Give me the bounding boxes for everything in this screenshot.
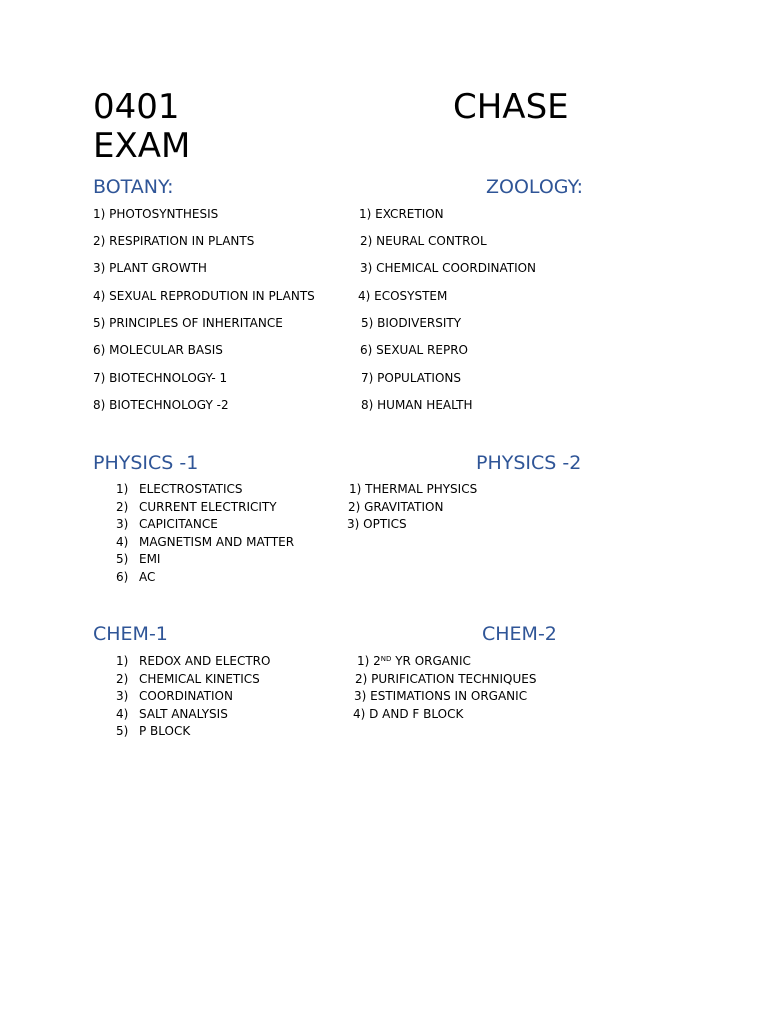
- chem1-item: CHEMICAL KINETICS: [139, 672, 260, 686]
- physics1-item-number: 3): [116, 517, 129, 531]
- chem1-item-number: 2): [116, 672, 129, 686]
- title-code: 0401: [93, 87, 180, 127]
- physics2-heading: PHYSICS -2: [476, 452, 582, 474]
- physics1-heading: PHYSICS -1: [93, 452, 199, 474]
- chem1-item: COORDINATION: [139, 689, 233, 703]
- chem2-item: 3) ESTIMATIONS IN ORGANIC: [354, 689, 528, 703]
- physics2-item: 3) OPTICS: [347, 517, 407, 531]
- botany-item: 6) MOLECULAR BASIS: [93, 343, 223, 357]
- zoology-item: 7) POPULATIONS: [361, 371, 461, 385]
- chem2-item: [357, 654, 471, 669]
- chem1-heading: CHEM-1: [93, 623, 168, 645]
- chem2-item-superscript: ND: [380, 655, 392, 663]
- botany-item: 4) SEXUAL REPRODUTION IN PLANTS: [93, 289, 315, 303]
- title-exam: EXAM: [93, 126, 191, 166]
- botany-item: 1) PHOTOSYNTHESIS: [93, 207, 219, 221]
- botany-item: 8) BIOTECHNOLOGY -2: [93, 398, 229, 412]
- chem1-item: P BLOCK: [139, 724, 191, 738]
- chem2-item-suffix: YR ORGANIC: [391, 654, 471, 668]
- zoology-item: 6) SEXUAL REPRO: [360, 343, 468, 357]
- botany-item: 2) RESPIRATION IN PLANTS: [93, 234, 255, 248]
- zoology-item: 5) BIODIVERSITY: [361, 316, 462, 330]
- physics1-item-number: 6): [116, 570, 129, 584]
- zoology-item: 3) CHEMICAL COORDINATION: [360, 261, 537, 275]
- title-chase: CHASE: [453, 87, 569, 127]
- zoology-item: 1) EXCRETION: [359, 207, 444, 221]
- botany-heading: BOTANY:: [93, 176, 174, 198]
- botany-item: 5) PRINCIPLES OF INHERITANCE: [93, 316, 283, 330]
- physics2-item: 1) THERMAL PHYSICS: [349, 482, 478, 496]
- physics1-item: ELECTROSTATICS: [139, 482, 243, 496]
- chem1-item-number: 1): [116, 654, 129, 668]
- botany-item: 3) PLANT GROWTH: [93, 261, 207, 275]
- zoology-heading: ZOOLOGY:: [486, 176, 584, 198]
- chem1-item-number: 4): [116, 707, 129, 721]
- physics2-item: 2) GRAVITATION: [348, 500, 444, 514]
- zoology-item: 4) ECOSYSTEM: [358, 289, 448, 303]
- physics1-item: EMI: [139, 552, 161, 566]
- physics1-item: AC: [139, 570, 156, 584]
- chem1-item: SALT ANALYSIS: [139, 707, 228, 721]
- chem1-item-number: 5): [116, 724, 129, 738]
- chem1-item-number: 3): [116, 689, 129, 703]
- chem1-item: REDOX AND ELECTRO: [139, 654, 271, 668]
- physics1-item-number: 2): [116, 500, 129, 514]
- botany-item: 7) BIOTECHNOLOGY- 1: [93, 371, 228, 385]
- chem2-heading: CHEM-2: [482, 623, 557, 645]
- zoology-item: 8) HUMAN HEALTH: [361, 398, 473, 412]
- physics1-item-number: 5): [116, 552, 129, 566]
- physics1-item-number: 1): [116, 482, 129, 496]
- physics1-item: CURRENT ELECTRICITY: [139, 500, 277, 514]
- physics1-item: MAGNETISM AND MATTER: [139, 535, 295, 549]
- zoology-item: 2) NEURAL CONTROL: [360, 234, 487, 248]
- physics1-item: CAPICITANCE: [139, 517, 218, 531]
- physics1-item-number: 4): [116, 535, 129, 549]
- chem2-item-prefix: 1) 2: [357, 654, 381, 668]
- chem2-item: 2) PURIFICATION TECHNIQUES: [355, 672, 537, 686]
- chem2-item: 4) D AND F BLOCK: [353, 707, 464, 721]
